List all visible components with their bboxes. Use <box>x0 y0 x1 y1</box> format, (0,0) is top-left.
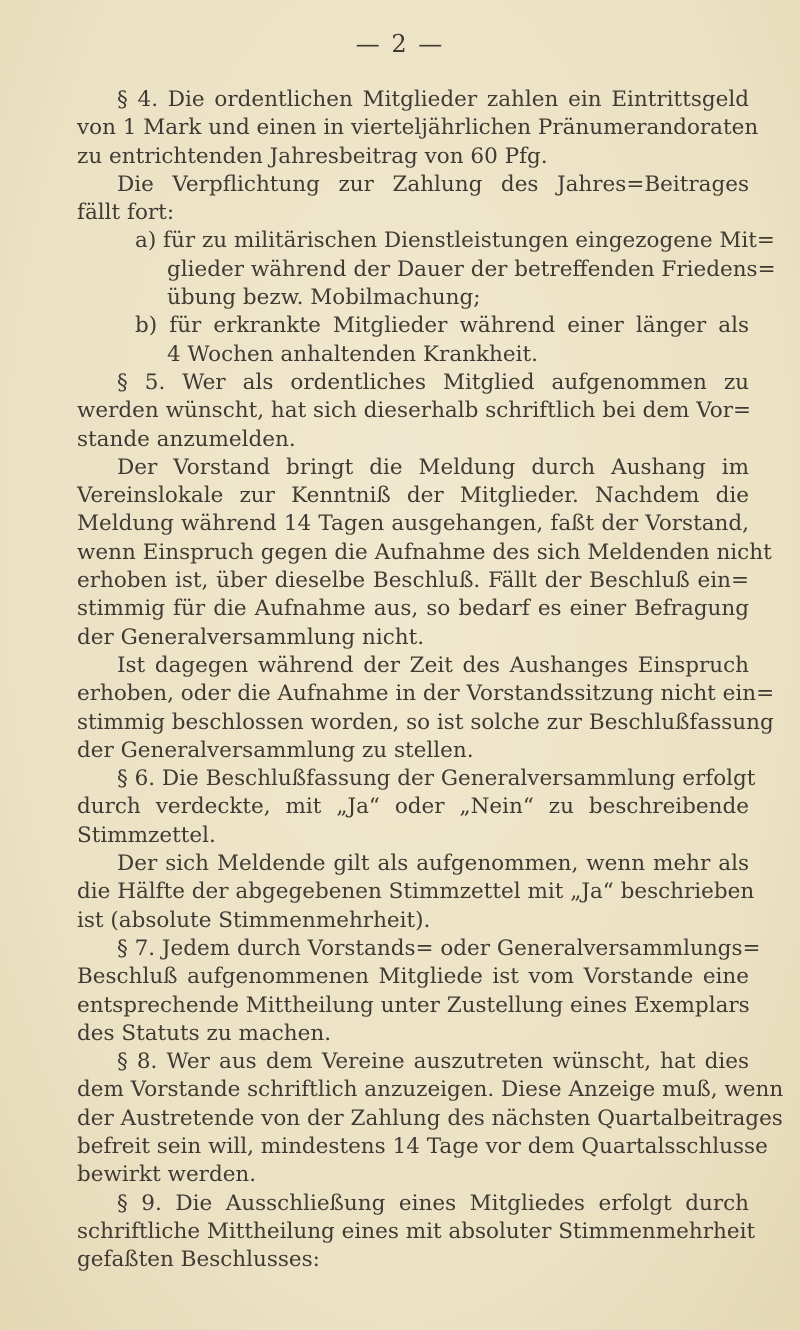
text-line: b) für erkrankte Mitglieder während einer länger als <box>135 313 749 339</box>
text-line: Die Verpflichtung zur Zahlung des Jahres=Beitrages <box>117 171 749 197</box>
text-line: Stimmzettel. <box>77 822 216 848</box>
text-line: durch verdeckte, mit „Ja“ oder „Nein“ zu beschreibende <box>77 794 749 820</box>
text-line: schriftliche Mittheilung eines mit absoluter Stimmenmehrheit <box>77 1218 756 1244</box>
text-line: § 7. Jedem durch Vorstands= oder Generalversammlungs= <box>117 935 761 961</box>
text-line: werden wünscht, hat sich dieserhalb schriftlich bei dem Vor= <box>77 398 752 424</box>
text-line: übung bezw. Mobilmachung; <box>167 285 481 311</box>
text-line: entsprechende Mittheilung unter Zustellung eines Exemplars <box>77 992 750 1018</box>
text-line: des Statuts zu machen. <box>77 1020 332 1046</box>
text-line: stimmig beschlossen worden, so ist solche zur Beschlußfassung <box>77 709 774 735</box>
text-line: § 5. Wer als ordentliches Mitglied aufgenommen zu <box>117 369 749 395</box>
text-line: befreit sein will, mindestens 14 Tage vor dem Quartalsschlusse <box>77 1133 768 1159</box>
text-line: wenn Einspruch gegen die Aufnahme des sich Meldenden nicht <box>77 539 772 565</box>
text-line: dem Vorstande schriftlich anzuzeigen. Diese Anzeige muß, wenn <box>77 1077 784 1103</box>
text-line: Vereinslokale zur Kenntniß der Mitglieder. Nachdem die <box>77 483 749 509</box>
text-line: der Generalversammlung nicht. <box>77 624 425 650</box>
text-line: stande anzumelden. <box>77 426 296 452</box>
text-line: § 8. Wer aus dem Vereine auszutreten wünscht, hat dies <box>117 1049 749 1075</box>
text-line: erhoben, oder die Aufnahme in der Vorstandssitzung nicht ein= <box>77 681 775 707</box>
text-line: glieder während der Dauer der betreffenden Friedens= <box>167 256 776 282</box>
text-line: Beschluß aufgenommenen Mitgliede ist vom Vorstande eine <box>77 964 749 990</box>
text-line: der Austretende von der Zahlung des nächsten Quartalbeitrages <box>77 1105 783 1131</box>
text-line: § 4. Die ordentlichen Mitglieder zahlen ein Eintrittsgeld <box>117 87 749 112</box>
page-number: — 2 — <box>355 30 445 58</box>
text-line: § 6. Die Beschlußfassung der Generalversammlung erfolgt <box>117 766 756 792</box>
text-line: Ist dagegen während der Zeit des Aushanges Einspruch <box>117 652 749 678</box>
text-line: ist (absolute Stimmenmehrheit). <box>77 907 431 933</box>
text-line: die Hälfte der abgegebenen Stimmzettel mit „Ja“ beschrieben <box>77 879 755 905</box>
text-line: Der Vorstand bringt die Meldung durch Aushang im <box>117 454 749 480</box>
text-line: 4 Wochen anhaltenden Krankheit. <box>167 341 538 367</box>
text-line: bewirkt werden. <box>77 1162 257 1188</box>
text-line: § 9. Die Ausschließung eines Mitgliedes erfolgt durch <box>117 1190 749 1216</box>
text-line: gefaßten Beschlusses: <box>77 1247 320 1273</box>
text-line: der Generalversammlung zu stellen. <box>77 737 474 763</box>
text-line: fällt fort: <box>77 200 175 226</box>
text-line: zu entrichtenden Jahresbeitrag von 60 Pfg. <box>77 143 548 169</box>
text-line: a) für zu militärischen Dienstleistungen eingezogene Mit= <box>135 228 775 254</box>
text-line: Der sich Meldende gilt als aufgenommen, wenn mehr als <box>117 851 749 877</box>
text-line: stimmig für die Aufnahme aus, so bedarf es einer Befragung <box>77 596 749 622</box>
text-line: Meldung während 14 Tagen ausgehangen, faßt der Vorstand, <box>77 511 749 537</box>
text-line: erhoben ist, über dieselbe Beschluß. Fällt der Beschluß ein= <box>77 568 749 594</box>
statute-text <box>77 86 784 1274</box>
text-line: von 1 Mark und einen in vierteljährlichen Pränumerandoraten <box>77 115 759 141</box>
